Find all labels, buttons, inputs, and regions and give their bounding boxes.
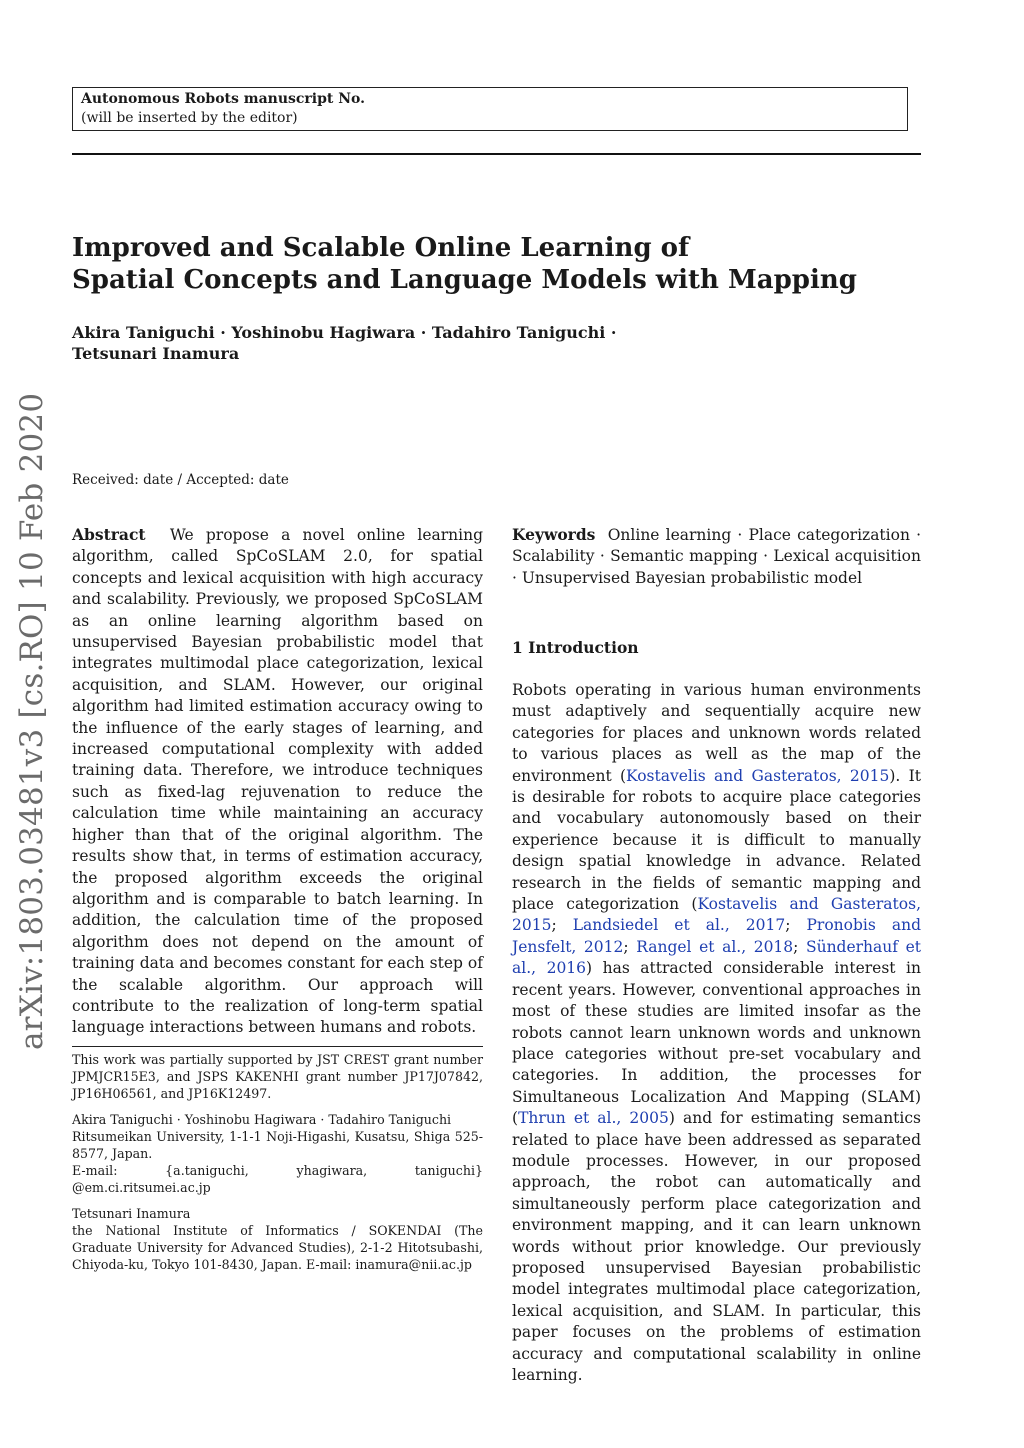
arxiv-identifier: arXiv:1803.03481v3 [cs.RO] 10 Feb 2020 bbox=[14, 392, 50, 1050]
affiliation-1-names: Akira Taniguchi · Yoshinobu Hagiwara · Tadahiro Taniguchi bbox=[72, 1112, 452, 1128]
footnote-rule bbox=[72, 1046, 483, 1047]
affiliation-1-address: Ritsumeikan University, 1-1-1 Noji-Higashi, Kusatsu, Shiga 525-8577, Japan. bbox=[72, 1129, 483, 1161]
citation-separator: ; bbox=[551, 916, 573, 935]
email-label: E-mail: bbox=[72, 1162, 118, 1178]
intro-text: ). It is desirable for robots to acquire place categories and vocabulary autonomously based on their experience because it is difficult to manually design spatial knowledge in advance. Related research in the fields of semantic mapping and place categorization ( bbox=[512, 766, 921, 914]
received-accepted-dates: Received: date / Accepted: date bbox=[72, 472, 289, 488]
citation-link[interactable]: Landsiedel et al., 2017 bbox=[572, 916, 786, 935]
manuscript-box bbox=[72, 87, 908, 131]
citation-link[interactable]: Rangel et al., 2018 bbox=[636, 937, 794, 956]
citation-separator: ; bbox=[785, 916, 807, 935]
manuscript-note: (will be inserted by the editor) bbox=[81, 110, 298, 126]
email-part: taniguchi} bbox=[414, 1162, 483, 1178]
affiliation-2-name: Tetsunari Inamura bbox=[72, 1206, 191, 1222]
introduction-heading: 1 Introduction bbox=[512, 638, 639, 657]
citation-link[interactable]: Kostavelis and Gasteratos, 2015 bbox=[512, 895, 921, 935]
intro-text: ) and for estimating semantics related to place have been addressed as separated module processes. However, in our proposed approach, the robot can automatically and simultaneously perform place categorization and environment mapping, and it can learn unknown words without prior knowledge. Our previously proposed unsupervised Bayesian probabilistic model integrates multimodal place categorization, lexical acquisition, and SLAM. In particular, this paper focuses on the problems of estimation accuracy and computational scalability in online learning. bbox=[512, 1109, 921, 1384]
citation-link[interactable]: Sünderhauf et al., 2016 bbox=[512, 937, 921, 978]
author-list bbox=[72, 322, 772, 364]
affiliation-2-address: the National Institute of Informatics / SOKENDAI (The Graduate University for Advanced Studies), 2-1-2 Hitotsubashi, Chiyoda-ku, Tokyo 101-8430, Japan. E-mail: inamura@nii.ac.jp bbox=[72, 1223, 483, 1272]
introduction-paragraph bbox=[512, 680, 921, 1386]
citation-separator: ; bbox=[793, 937, 806, 956]
title-line-1: Improved and Scalable Online Learning of bbox=[72, 233, 690, 263]
citation-separator: ; bbox=[623, 937, 637, 956]
affiliation-2 bbox=[72, 1206, 483, 1273]
citation-link[interactable]: Thrun et al., 2005 bbox=[518, 1109, 669, 1128]
authors-line-2: Tetsunari Inamura bbox=[72, 344, 240, 363]
footnotes bbox=[72, 1052, 483, 1284]
keywords-label: Keywords bbox=[512, 525, 596, 544]
abstract-label: Abstract bbox=[72, 525, 146, 544]
affiliation-1 bbox=[72, 1112, 483, 1196]
title-line-2: Spatial Concepts and Language Models with Mapping bbox=[72, 265, 857, 295]
keywords-section bbox=[512, 524, 921, 589]
paper-title bbox=[72, 232, 921, 296]
abstract-text: We propose a novel online learning algorithm, called SpCoSLAM 2.0, for spatial concepts and lexical acquisition with high accuracy and scalability. Previously, we proposed SpCoSLAM as an online learning algorithm based on unsupervised Bayesian probabilistic model that integrates multimodal place categorization, lexical acquisition, and SLAM. However, our original algorithm had limited estimation accuracy owing to the influence of the early stages of learning, and increased computational complexity with added training data. Therefore, we introduce techniques such as fixed-lag rejuvenation to reduce the calculation time while maintaining an accuracy higher than that of the original algorithm. The results show that, in terms of estimation accuracy, the proposed algorithm exceeds the original algorithm and is comparable to batch learning. In addition, the calculation time of the proposed algorithm does not depend on the amount of training data and becomes constant for each step of the scalable algorithm. Our approach will contribute to the realization of long-term spatial language interactions between humans and robots. bbox=[72, 526, 483, 1037]
citation-link[interactable]: Pronobis and Jensfelt, 2012 bbox=[512, 916, 921, 956]
intro-text: ) has attracted considerable interest in recent years. However, conventional approaches in most of these studies are limited insofar as the robots cannot learn unknown words and unknown place categories without pre-set vocabulary and categories. In addition, the processes for Simultaneous Localization And Mapping (SLAM) ( bbox=[512, 959, 921, 1128]
funding-note: This work was partially supported by JST CREST grant number JPMJCR15E3, and JSPS KAKENHI grant number JP17J07842, JP16H06561, and JP16K12497. bbox=[72, 1052, 483, 1101]
header-rule bbox=[72, 153, 921, 155]
email-part: yhagiwara, bbox=[296, 1162, 368, 1178]
affiliation-1-email-line bbox=[72, 1163, 483, 1180]
email-part: {a.taniguchi, bbox=[165, 1162, 249, 1178]
abstract-section bbox=[72, 524, 483, 1039]
email-domain: @em.ci.ritsumei.ac.jp bbox=[72, 1179, 211, 1195]
keywords-text: Online learning · Place categorization · Scalability · Semantic mapping · Lexical acquisition · Unsupervised Bayesian probabilistic model bbox=[512, 526, 921, 587]
citation-link[interactable]: Kostavelis and Gasteratos, 2015 bbox=[626, 766, 890, 785]
intro-text: Robots operating in various human environments must adaptively and sequentially acquire new categories for places and unknown words related to various places as well as the map of the environment ( bbox=[512, 681, 921, 785]
manuscript-journal: Autonomous Robots manuscript No. bbox=[81, 91, 366, 107]
authors-line-1: Akira Taniguchi · Yoshinobu Hagiwara · Tadahiro Taniguchi · bbox=[72, 323, 617, 342]
